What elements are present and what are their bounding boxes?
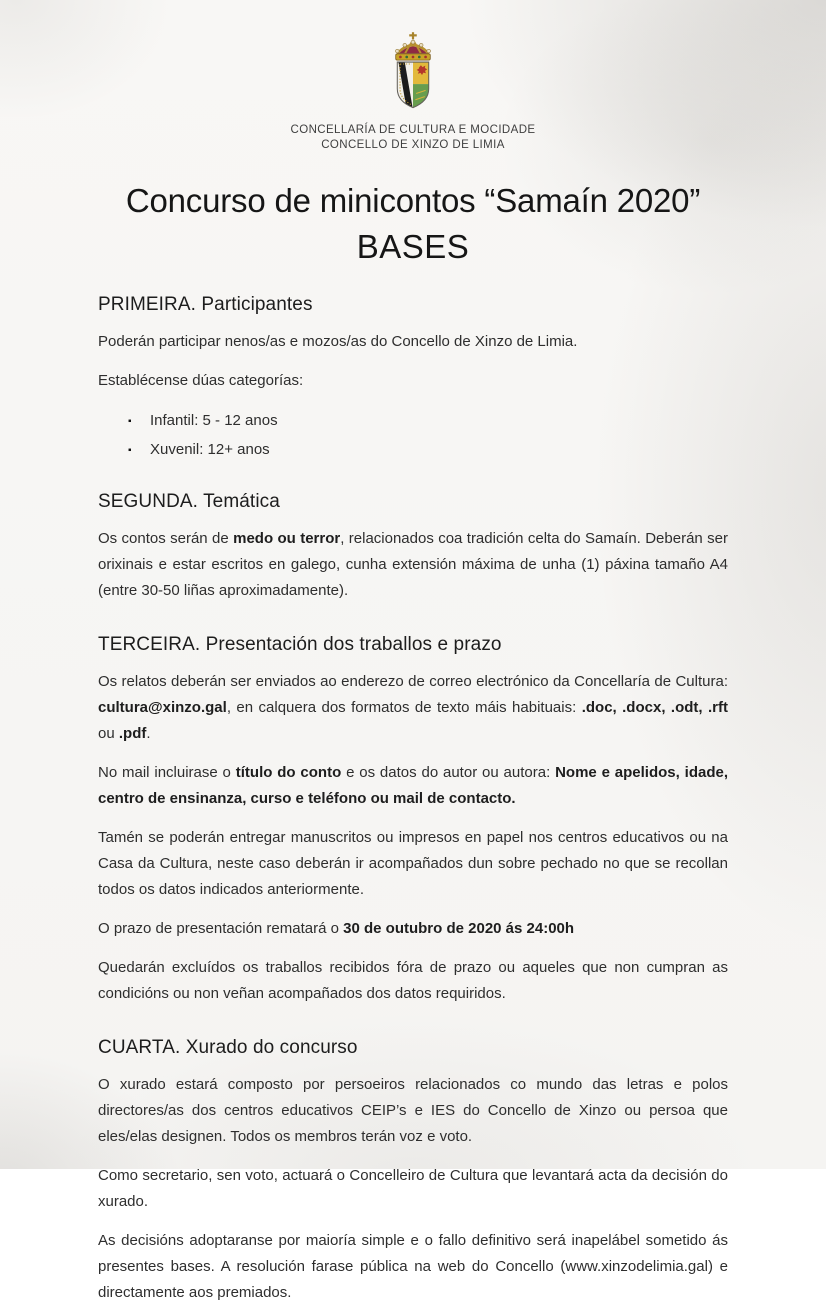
section-heading: PRIMEIRA. Participantes xyxy=(98,294,313,315)
paragraph xyxy=(98,955,728,1007)
section-heading: CUARTA. Xurado do concurso xyxy=(98,1037,358,1058)
section-heading: SEGUNDA. Temática xyxy=(98,491,280,512)
text-run: Os relatos deberán ser enviados ao enderezo de correo electrónico da Concellaría de Cultura: xyxy=(98,673,728,690)
paragraph xyxy=(98,825,728,903)
org-line-1: CONCELLARÍA DE CULTURA E MOCIDADE xyxy=(290,124,536,136)
bold-text-run: .pdf xyxy=(118,725,147,742)
bold-text-run: medo ou terror xyxy=(233,530,341,547)
list-item-text: Infantil: 5 - 12 anos xyxy=(150,412,278,429)
square-bullet-icon: ▪ xyxy=(128,445,132,456)
coat-of-arms-icon xyxy=(391,32,435,111)
paragraph xyxy=(98,526,728,604)
section xyxy=(98,634,728,1007)
list-item xyxy=(128,410,728,432)
paragraph xyxy=(98,669,728,747)
bold-text-run: título do conto xyxy=(235,764,342,781)
text-run: Os contos serán de xyxy=(98,530,234,547)
bold-text-run: cultura@xinzo.gal xyxy=(98,699,227,716)
text-run: Quedarán excluídos os traballos recibidos fóra de prazo ou aqueles que non cumpran as condicións ou non veñan acompañados dos datos requiridos. xyxy=(98,959,728,1002)
text-run: , en calquera dos formatos de texto máis habituais: xyxy=(226,699,582,716)
text-run: As decisións adoptaranse por maioría simple e o fallo definitivo será inapelábel sometido ás presentes bases. A resolución farase pública na web do Concello (www.xinzodelimia.gal) e directamente aos premiados. xyxy=(98,1232,728,1301)
text-run: Tamén se poderán entregar manuscritos ou impresos en papel nos centros educativos ou na Casa da Cultura, neste caso deberán ir acompañados dun sobre pechado no que se recollan todos os datos indicados anteriormente. xyxy=(98,829,728,898)
paragraph xyxy=(98,329,728,355)
text-run: ou xyxy=(98,725,119,742)
text-run: No mail incluirase o xyxy=(98,764,236,781)
section xyxy=(98,294,728,461)
organization-lines xyxy=(0,123,826,153)
section-heading: TERCEIRA. Presentación dos traballos e prazo xyxy=(98,634,502,655)
document-header xyxy=(0,0,826,153)
paragraph xyxy=(98,1163,728,1215)
bullet-list xyxy=(98,410,728,461)
list-item-text: Xuvenil: 12+ anos xyxy=(150,441,270,458)
section xyxy=(98,491,728,604)
text-run: . xyxy=(146,725,151,742)
text-run: Poderán participar nenos/as e mozos/as do Concello de Xinzo de Limia. xyxy=(98,333,578,350)
text-run: O xurado estará composto por persoeiros relacionados co mundo das letras e polos directores/as dos centros educativos CEIP’s e IES do Concello de Xinzo ou persoa que eles/elas designen. Todos os membros terán voz e voto. xyxy=(98,1076,728,1145)
text-run: Como secretario, sen voto, actuará o Concelleiro de Cultura que levantará acta da decisión do xurado. xyxy=(98,1167,728,1210)
document-sections xyxy=(98,294,728,1306)
document-subtitle: BASES xyxy=(356,228,470,265)
paragraph xyxy=(98,368,728,394)
paragraph xyxy=(98,760,728,812)
paragraph xyxy=(98,1228,728,1306)
bold-text-run: Nome e apelidos, idade, centro de ensinanza, curso e teléfono ou mail de contacto. xyxy=(98,764,728,807)
section xyxy=(98,1037,728,1306)
document-title: Concurso de minicontos “Samaín 2020” xyxy=(125,182,701,219)
paragraph xyxy=(98,1072,728,1150)
bold-text-run: 30 de outubro de 2020 ás 24:00h xyxy=(343,920,575,937)
text-run: , relacionados coa tradición celta do Samaín. Deberán ser orixinais e estar escritos en galego, cunha extensión máxima de unha (1) páxina tamaño A4 (entre 30-50 liñas aproximadamente). xyxy=(98,530,728,599)
bold-text-run: .doc, .docx, .odt, .rft xyxy=(581,699,728,716)
title-block xyxy=(0,178,826,270)
paragraph xyxy=(98,916,728,942)
text-run: O prazo de presentación rematará o xyxy=(98,920,344,937)
org-line-2: CONCELLO DE XINZO DE LIMIA xyxy=(321,139,505,151)
square-bullet-icon: ▪ xyxy=(128,416,132,427)
text-run: Establécense dúas categorías: xyxy=(98,372,304,389)
list-item xyxy=(128,439,728,461)
text-run: e os datos do autor ou autora: xyxy=(341,764,556,781)
